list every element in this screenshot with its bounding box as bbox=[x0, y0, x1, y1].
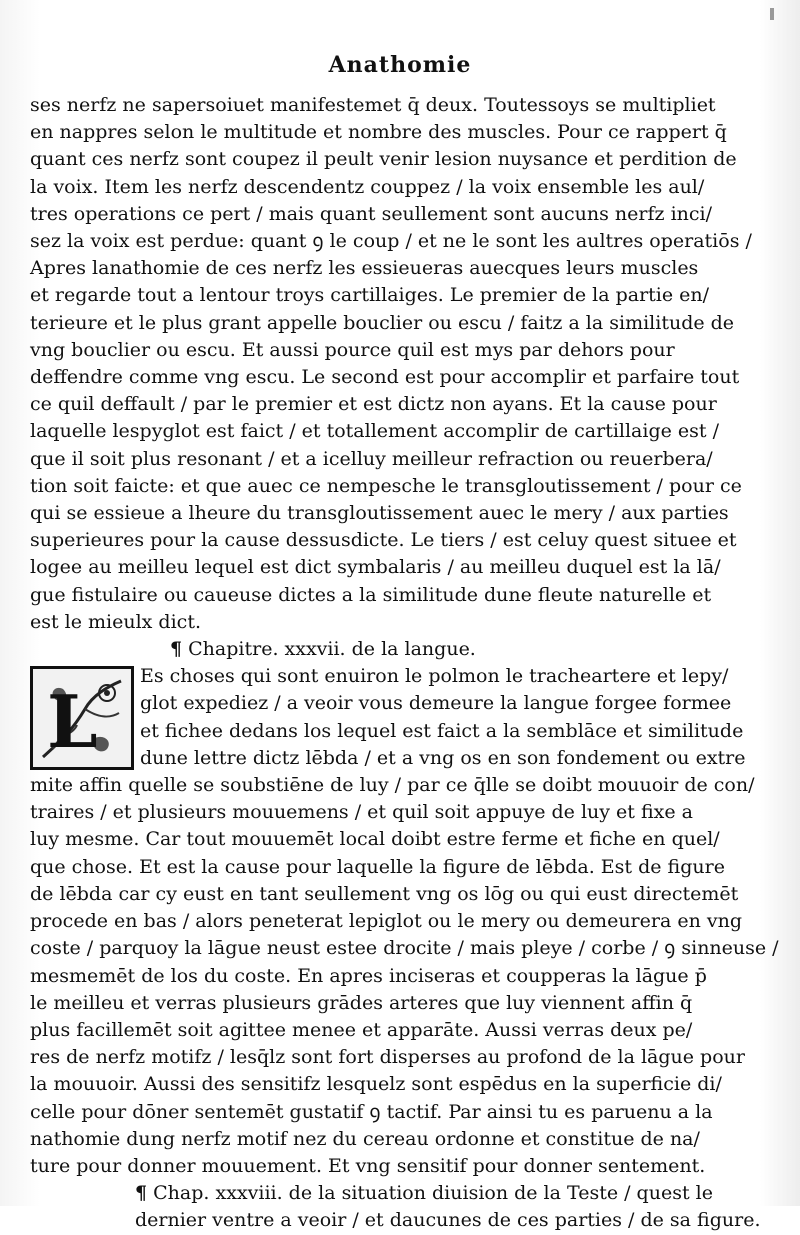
text-line: la mouuoir. Aussi des sensitifz lesquelz sont espēdus en la superficie di/ bbox=[30, 1073, 722, 1096]
text-line: tion soit faicte: et que auec ce nempesche le transgloutissement / pour ce bbox=[30, 474, 742, 497]
text-line: mite affin quelle se soubstiēne de luy / par ce q̄lle se doibt mouuoir de con/ bbox=[30, 774, 755, 797]
chapter-heading-text: Chap. xxxviii. de la situation diuision de la Teste / quest le bbox=[153, 1182, 713, 1205]
chapter-heading-text: Chapitre. xxxvii. de la langue. bbox=[188, 638, 476, 661]
drop-cap-letter: L bbox=[47, 679, 98, 765]
text-line: ture pour donner mouuement. Et vng sensitif pour donner sentement. bbox=[30, 1154, 706, 1177]
body-text bbox=[30, 92, 779, 1235]
text-line: plus facillemēt soit agittee menee et apparāte. Aussi verras deux pe/ bbox=[30, 1018, 693, 1041]
text-line: traires / et plusieurs mouuemens / et quil soit appuye de luy et fixe a bbox=[30, 801, 693, 824]
text-line: celle pour dōner sentemēt gustatif ꝯ tactif. Par ainsi tu es paruenu a la bbox=[30, 1100, 713, 1123]
paragraph-mark-icon: ¶ bbox=[135, 1182, 148, 1205]
text-line: dune lettre dictz lēbda / et a vng os en son fondement ou extre bbox=[140, 746, 746, 769]
text-line: Es choses qui sont enuiron le polmon le tracheartere et lepy/ bbox=[140, 665, 729, 688]
running-head: Anathomie bbox=[328, 52, 472, 78]
text-line: et fichee dedans los lequel est faict a la semblāce et similitude bbox=[140, 719, 744, 742]
text-line: que chose. Et est la cause pour laquelle la figure de lēbda. Est de figure bbox=[30, 855, 725, 878]
text-line: logee au meilleu lequel est dict symbalaris / au meilleu duquel est la lā/ bbox=[30, 556, 721, 579]
text-line: est le mieulx dict. bbox=[30, 610, 201, 633]
text-line: res de nerfz motifz / lesq̄lz sont fort disperses au profond de la lāgue pour bbox=[30, 1046, 745, 1069]
text-line: le meilleu et verras plusieurs grādes arteres que luy viennent affin q̄ bbox=[30, 991, 693, 1014]
text-line: deffendre comme vng escu. Le second est pour accomplir et parfaire tout bbox=[30, 366, 740, 389]
text-line: que il soit plus resonant / et a icelluy meilleur refraction ou reuerbera/ bbox=[30, 447, 713, 470]
text-line: en nappres selon le multitude et nombre des muscles. Pour ce rappert q̄ bbox=[30, 121, 727, 144]
text-line: qui se essieue a lheure du transgloutissement auec le mery / aux parties bbox=[30, 502, 729, 525]
text-line: gue fistulaire ou caueuse dictes a la similitude dune fleute naturelle et bbox=[30, 583, 712, 606]
paragraph-1 bbox=[30, 92, 752, 636]
chapter-heading bbox=[30, 1180, 713, 1207]
paragraph-2 bbox=[30, 663, 779, 1180]
floral-initial-icon bbox=[33, 669, 131, 767]
text-line: procede en bas / alors peneterat lepiglot ou le mery ou demeurera en vng bbox=[30, 910, 742, 933]
text-line: tres operations ce pert / mais quant seullement sont aucuns nerfz inci/ bbox=[30, 202, 713, 225]
text-line: ce quil deffault / par le premier et est dictz non ayans. Et la cause pour bbox=[30, 393, 717, 416]
chapter-heading bbox=[30, 636, 710, 663]
text-line: mesmemēt de los du coste. En apres inciseras et coupperas la lāgue p̄ bbox=[30, 964, 707, 987]
page-edge-mark bbox=[770, 8, 774, 20]
text-line: terieure et le plus grant appelle bouclier ou escu / faitz a la similitude de bbox=[30, 311, 735, 334]
text-line: coste / parquoy la lāgue neust estee drocite / mais pleye / corbe / ꝯ sinneuse / bbox=[30, 937, 779, 960]
chapter-heading-continued: dernier ventre a veoir / et daucunes de ces parties / de sa figure. bbox=[135, 1209, 761, 1232]
decorated-initial bbox=[30, 666, 134, 770]
text-line: quant ces nerfz sont coupez il peult venir lesion nuysance et perdition de bbox=[30, 148, 737, 171]
text-line: luy mesme. Car tout mouuemēt local doibt estre ferme et fiche en quel/ bbox=[30, 828, 720, 851]
text-line: superieures pour la cause dessusdicte. Le tiers / est celuy quest situee et bbox=[30, 529, 737, 552]
text-line: ses nerfz ne sapersoiuet manifestemet q̄ deux. Toutessoys se multipliet bbox=[30, 94, 716, 116]
text-line: nathomie dung nerfz motif nez du cereau ordonne et constitue de na/ bbox=[30, 1127, 700, 1150]
text-line: sez la voix est perdue: quant ꝯ le coup / et ne le sont les aultres operatiōs / bbox=[30, 230, 752, 253]
text-line: et regarde tout a lentour troys cartillaiges. Le premier de la partie en/ bbox=[30, 284, 710, 307]
text-line: la voix. Item les nerfz descendentz couppez / la voix ensemble les aul/ bbox=[30, 175, 705, 198]
text-line: de lēbda car cy eust en tant seullement vng os lōg ou qui eust directemēt bbox=[30, 882, 739, 905]
text-line: glot expediez / a veoir vous demeure la langue forgee formee bbox=[140, 692, 732, 715]
text-line: laquelle lespyglot est faict / et totallement accomplir de cartillaige est / bbox=[30, 420, 719, 443]
paragraph-mark-icon: ¶ bbox=[170, 638, 183, 661]
text-line: vng bouclier ou escu. Et aussi pource quil est mys par dehors pour bbox=[30, 338, 675, 361]
text-line: Apres lanathomie de ces nerfz les essieueras auecques leurs muscles bbox=[30, 257, 699, 280]
